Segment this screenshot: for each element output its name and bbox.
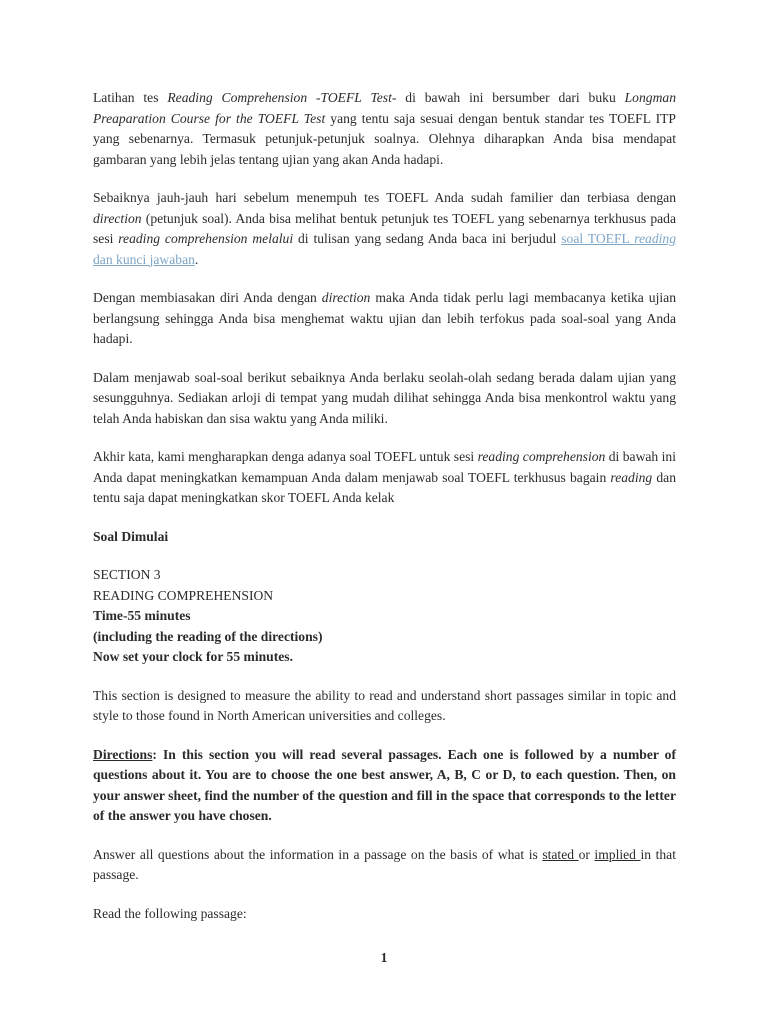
text-run: di bawah ini Anda dapat meningkatkan kemampuan Anda dalam menjawab soal TOEFL terkhusus bagain: [93, 449, 676, 485]
text-run: Dengan membiasakan diri Anda dengan: [93, 290, 322, 305]
text-run: Longman Preaparation Course for the TOEFL Test: [93, 90, 676, 126]
text-run: Soal Dimulai: [93, 528, 169, 544]
text-run: di tulisan yang sedang Anda baca ini berjudul: [293, 231, 562, 246]
document-body: [93, 88, 676, 942]
text-run: reading: [610, 469, 653, 485]
text-run: in that passage.: [93, 846, 676, 882]
link-soal-toefl-reading[interactable]: dan kunci jawaban: [93, 251, 195, 267]
text-run: Time-55 minutes: [93, 608, 191, 623]
read-passage-line: [93, 904, 676, 925]
intro-paragraph: [93, 88, 676, 170]
exam-simulation-paragraph: [93, 368, 676, 430]
directions-paragraph: [93, 745, 676, 827]
link-soal-toefl-reading[interactable]: reading: [634, 231, 676, 246]
page-number: 1: [380, 950, 388, 965]
section-heading-block: [93, 565, 676, 668]
text-run: Read the following passage:: [93, 905, 247, 921]
text-run: Sebaiknya jauh-jauh hari sebelum menempuh tes TOEFL Anda sudah familier dan terbiasa dengan: [93, 190, 676, 205]
text-run: stated: [542, 846, 579, 862]
text-run: : In this section you will read several passages. Each one is followed by a number of questions about it. You are to choose the one best answer, A, B, C or D, to each question. Then, on your answer sheet, find the number of the question and fill in the space that corresponds to the letter of the answer you have chosen.: [93, 746, 676, 823]
time-saving-paragraph: [93, 288, 676, 350]
text-run: .: [194, 251, 199, 267]
text-run: reading comprehension: [477, 449, 606, 464]
text-run: SECTION 3: [93, 567, 161, 582]
text-run: Directions: [93, 746, 153, 762]
text-run: yang tentu saja sesuai dengan bentuk standar tes TOEFL ITP yang sebenarnya. Termasuk petunjuk-petunjuk soalnya. Olehnya diharapkan Anda bisa mendapat gambaran yang lebih jelas tentang ujian yang akan Anda hadapi.: [93, 110, 676, 167]
text-run: Answer all questions about the information in a passage on the basis of what is: [93, 846, 543, 862]
text-run: Reading Comprehension -TOEFL Test-: [167, 90, 397, 105]
text-run: (petunjuk soal). Anda bisa melihat bentuk petunjuk tes TOEFL yang sebenarnya terkhusus pada sesi: [93, 210, 676, 246]
text-run: Latihan tes: [93, 90, 168, 105]
text-run: dan tentu saja dapat meningkatkan skor TOEFL Anda kelak: [93, 469, 676, 505]
text-run: direction: [321, 290, 371, 305]
text-run: Dalam menjawab soal-soal berikut sebaiknya Anda berlaku seolah-olah sedang berada dalam ujian yang sesungguhnya. Sediakan arloji di tempat yang mudah dilihat sehingga Anda bisa menkontrol waktu yang telah Anda habiskan dan sisa waktu yang Anda miliki.: [93, 369, 676, 426]
text-run: This section is designed to measure the ability to read and understand short passages similar in topic and style to those found in North American universities and colleges.: [93, 687, 676, 723]
text-run: di bawah ini bersumber dari buku: [396, 90, 625, 105]
text-run: Now set your clock for 55 minutes.: [93, 649, 293, 664]
text-run: maka Anda tidak perlu lagi membacanya ketika ujian berlangsung sehingga Anda bisa menghemat waktu ujian dan lebih terfokus pada soal-soal yang Anda hadapi.: [93, 290, 676, 346]
text-run: reading comprehension melalui: [118, 231, 294, 246]
text-run: Akhir kata, kami mengharapkan denga adanya soal TOEFL untuk sesi: [93, 449, 478, 464]
soal-dimulai-heading: [93, 527, 676, 548]
closing-paragraph: [93, 447, 676, 509]
link-soal-toefl-reading[interactable]: soal TOEFL: [561, 231, 635, 246]
answer-basis-paragraph: [93, 845, 676, 886]
direction-familiarity-paragraph: [93, 188, 676, 270]
text-run: direction: [93, 210, 142, 226]
text-run: or: [578, 846, 595, 862]
text-run: implied: [594, 846, 641, 862]
text-run: READING COMPREHENSION: [93, 587, 274, 603]
text-run: (including the reading of the directions): [93, 628, 323, 644]
section-description-paragraph: [93, 686, 676, 727]
